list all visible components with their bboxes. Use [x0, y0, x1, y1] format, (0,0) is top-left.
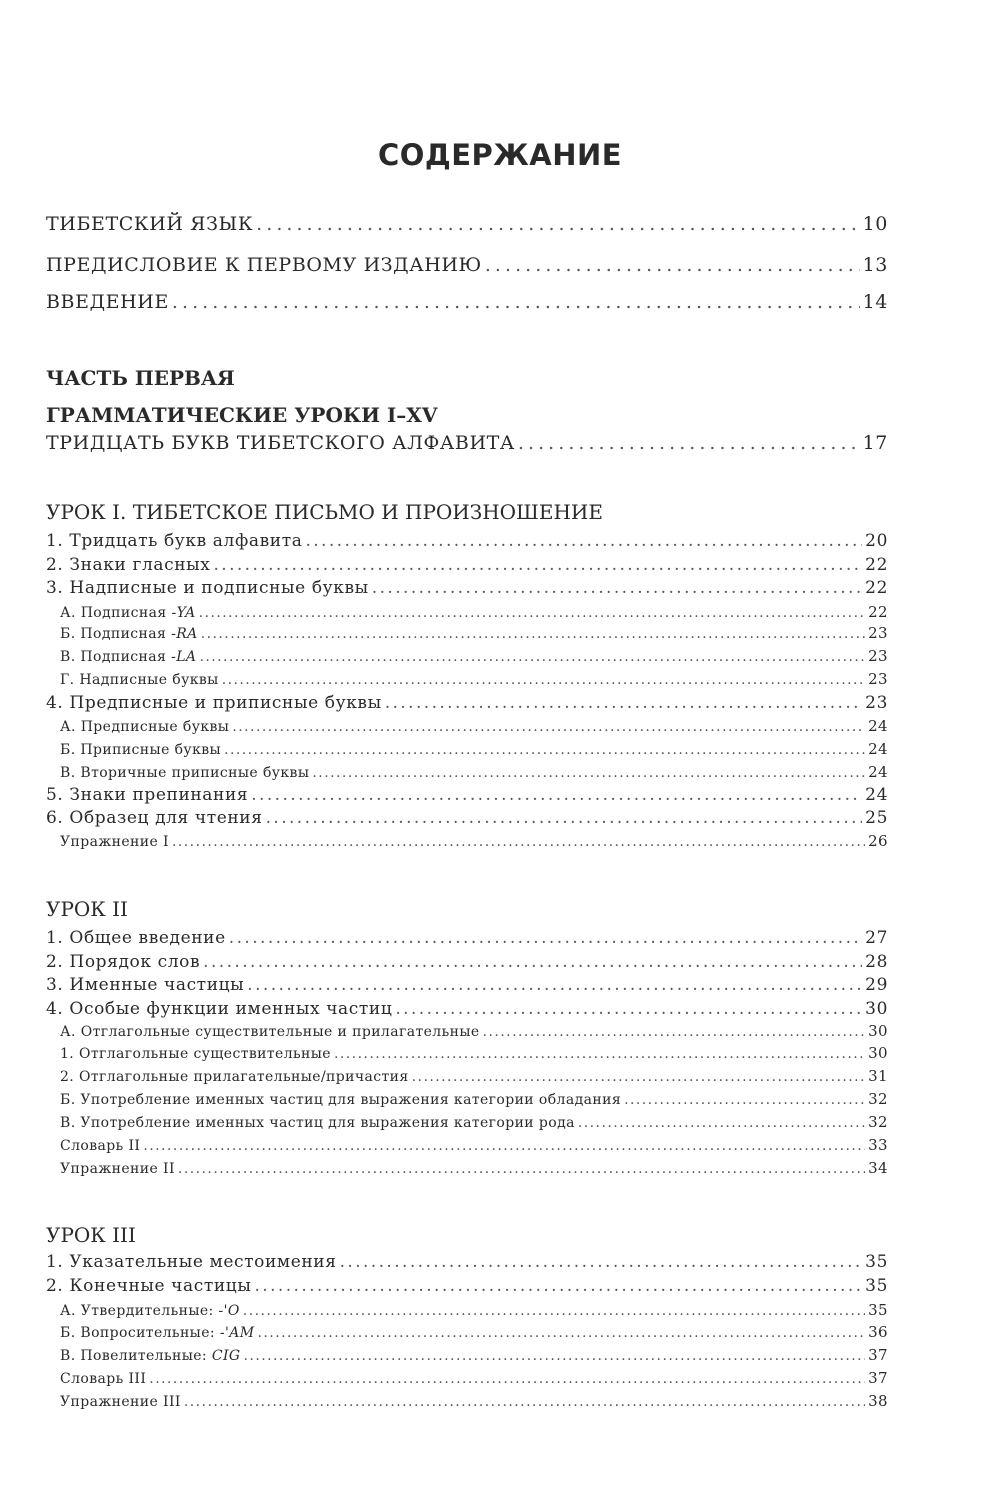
toc-entry[interactable]	[46, 1090, 888, 1108]
lesson-title: УРОК III	[46, 1223, 136, 1247]
toc-entry-introduction[interactable]	[46, 291, 888, 313]
toc-entry[interactable]	[46, 1044, 888, 1062]
toc-entry[interactable]	[46, 555, 888, 575]
toc-entry-page: 23	[868, 624, 888, 642]
toc-entry[interactable]	[46, 785, 888, 805]
toc-entry-italic-term: -YA	[171, 605, 196, 621]
toc-entry-page: 30	[868, 1022, 888, 1040]
toc-entry-page: 32	[868, 1113, 888, 1131]
toc-entry-page: 37	[868, 1369, 888, 1387]
toc-entry-page: 23	[865, 693, 888, 713]
dot-leader	[222, 672, 865, 688]
toc-entry[interactable]	[46, 832, 888, 850]
dot-leader	[172, 834, 865, 850]
toc-entry-page: 23	[868, 647, 888, 665]
part-subtitle: ГРАММАТИЧЕСКИЕ УРОКИ I–XV	[46, 403, 438, 427]
toc-entry-label: 4. Особые функции именных частиц	[46, 999, 393, 1019]
toc-entry-page: 23	[868, 670, 888, 688]
toc-entry-page: 35	[865, 1252, 888, 1272]
dot-leader	[256, 213, 859, 235]
toc-entry-italic-term: -'AM	[219, 1325, 255, 1341]
toc-entry-label: 3. Надписные и подписные буквы	[46, 578, 369, 598]
toc-entry-italic-term: CIG	[211, 1348, 241, 1364]
toc-entry-page: 35	[868, 1301, 888, 1319]
toc-entry-label: А. Подписная -YA	[60, 605, 196, 621]
toc-entry-label: ТИБЕТСКИЙ ЯЗЫК	[46, 213, 254, 235]
toc-entry[interactable]	[46, 763, 888, 781]
toc-entry-label: 2. Конечные частицы	[46, 1276, 252, 1296]
toc-entry-label: ВВЕДЕНИЕ	[46, 291, 169, 313]
toc-entry-alphabet[interactable]	[46, 432, 888, 454]
toc-entry[interactable]	[46, 624, 888, 642]
toc-entry[interactable]	[46, 740, 888, 758]
toc-entry-label: В. Вторичные приписные буквы	[60, 765, 310, 781]
toc-entry[interactable]	[46, 1323, 888, 1341]
toc-entry[interactable]	[46, 531, 888, 551]
toc-entry-page: 36	[868, 1323, 888, 1341]
dot-leader	[412, 1069, 865, 1085]
dot-leader	[483, 1024, 866, 1040]
toc-entry-label: Б. Вопросительные: -'AM	[60, 1325, 255, 1341]
dot-leader	[578, 1115, 865, 1131]
dot-leader	[518, 432, 860, 454]
toc-entry-label: Упражнение II	[60, 1161, 175, 1177]
lesson-title: УРОК II	[46, 897, 128, 921]
toc-entry-label: А. Предписные буквы	[60, 719, 230, 735]
toc-entry-page: 24	[868, 717, 888, 735]
toc-entry-label: Б. Подписная -RA	[60, 626, 198, 642]
toc-entry-label: Б. Употребление именных частиц для выражения категории обладания	[60, 1092, 622, 1108]
toc-entry-page: 10	[862, 213, 888, 235]
toc-entry-page: 37	[868, 1346, 888, 1364]
toc-entry-label: Словарь II	[60, 1138, 141, 1154]
dot-leader	[385, 693, 862, 713]
toc-entry-italic-term: -'O	[218, 1303, 240, 1319]
toc-entry-page: 24	[868, 763, 888, 781]
toc-entry-page: 13	[862, 254, 888, 276]
dot-leader	[199, 649, 865, 665]
dot-leader	[224, 742, 865, 758]
dot-leader	[254, 1276, 862, 1296]
page-title: СОДЕРЖАНИЕ	[377, 138, 623, 172]
toc-entry-label: 1. Отглагольные существительные	[60, 1046, 331, 1062]
toc-entry-label: А. Утвердительные: -'O	[60, 1303, 240, 1319]
toc-entry-page: 14	[862, 291, 888, 313]
dot-leader	[334, 1046, 865, 1062]
toc-entry-page: 26	[868, 832, 888, 850]
toc-entry-label: 1. Указательные местоимения	[46, 1252, 337, 1272]
dot-leader	[172, 291, 860, 313]
dot-leader	[312, 765, 865, 781]
toc-entry-label: 4. Предписные и приписные буквы	[46, 693, 382, 713]
toc-entry-label: 6. Образец для чтения	[46, 808, 263, 828]
toc-entry[interactable]	[46, 808, 888, 828]
toc-entry-label: Б. Приписные буквы	[60, 742, 222, 758]
dot-leader	[199, 605, 865, 621]
toc-entry-page: 35	[865, 1276, 888, 1296]
dot-leader	[340, 1252, 863, 1272]
dot-leader	[305, 531, 862, 551]
toc-entry-page: 30	[868, 1044, 888, 1062]
toc-entry[interactable]	[46, 952, 888, 972]
toc-entry-label: 1. Тридцать букв алфавита	[46, 531, 303, 551]
dot-leader	[243, 1303, 865, 1319]
toc-entry-label: ПРЕДИСЛОВИЕ К ПЕРВОМУ ИЗДАНИЮ	[46, 254, 482, 276]
dot-leader	[258, 1325, 866, 1341]
toc-entry[interactable]	[46, 1159, 888, 1177]
dot-leader	[395, 999, 862, 1019]
toc-entry[interactable]	[46, 1136, 888, 1154]
toc-entry-preface[interactable]	[46, 254, 888, 276]
toc-entry-label: 2. Отглагольные прилагательные/причастия	[60, 1069, 409, 1085]
lesson-title: УРОК I. ТИБЕТСКОЕ ПИСЬМО И ПРОИЗНОШЕНИЕ	[46, 500, 603, 524]
toc-entry-page: 34	[868, 1159, 888, 1177]
toc-entry[interactable]	[46, 647, 888, 665]
dot-leader	[149, 1371, 865, 1387]
toc-entry[interactable]	[46, 1346, 888, 1364]
dot-leader	[247, 975, 862, 995]
toc-entry-label: В. Повелительные: CIG	[60, 1348, 241, 1364]
dot-leader	[203, 952, 862, 972]
toc-entry-page: 24	[865, 785, 888, 805]
toc-entry-tibetan-language[interactable]	[46, 213, 888, 235]
toc-entry-page: 38	[868, 1392, 888, 1410]
toc-entry-label: Словарь III	[60, 1371, 147, 1387]
toc-entry[interactable]	[46, 603, 888, 621]
toc-entry[interactable]	[46, 1022, 888, 1040]
toc-entry[interactable]	[46, 717, 888, 735]
toc-entry-page: 30	[865, 999, 888, 1019]
dot-leader	[229, 928, 862, 948]
dot-leader	[244, 1348, 866, 1364]
toc-entry[interactable]	[46, 1276, 888, 1296]
toc-entry-label: 5. Знаки препинания	[46, 785, 249, 805]
toc-entry[interactable]	[46, 1252, 888, 1272]
dot-leader	[624, 1092, 865, 1108]
toc-entry-italic-term: -RA	[171, 626, 198, 642]
dot-leader	[184, 1394, 865, 1410]
toc-entry-page: 28	[865, 952, 888, 972]
toc-entry-page: 22	[868, 603, 888, 621]
toc-entry-label: 2. Порядок слов	[46, 952, 201, 972]
dot-leader	[251, 785, 862, 805]
toc-entry-label: Г. Надписные буквы	[60, 672, 219, 688]
toc-entry-page: 33	[868, 1136, 888, 1154]
dot-leader	[485, 254, 860, 276]
toc-entry[interactable]	[46, 1113, 888, 1131]
dot-leader	[372, 578, 862, 598]
toc-entry-label: А. Отглагольные существительные и прилагательные	[60, 1024, 480, 1040]
toc-entry-label: 1. Общее введение	[46, 928, 226, 948]
toc-entry[interactable]	[46, 693, 888, 713]
toc-entry-label: В. Употребление именных частиц для выражения категории рода	[60, 1115, 575, 1131]
toc-entry-page: 17	[862, 432, 888, 454]
toc-entry-label: Упражнение I	[60, 834, 169, 850]
toc-entry-label: 2. Знаки гласных	[46, 555, 211, 575]
toc-entry-page: 29	[865, 975, 888, 995]
toc-entry-label: Упражнение III	[60, 1394, 181, 1410]
toc-entry[interactable]	[46, 975, 888, 995]
toc-entry[interactable]	[46, 928, 888, 948]
dot-leader	[201, 626, 865, 642]
toc-entry-page: 25	[865, 808, 888, 828]
dot-leader	[213, 555, 862, 575]
dot-leader	[143, 1138, 865, 1154]
toc-entry-page: 32	[868, 1090, 888, 1108]
part-title: ЧАСТЬ ПЕРВАЯ	[46, 366, 235, 390]
toc-entry-page: 31	[868, 1067, 888, 1085]
toc-entry[interactable]	[46, 999, 888, 1019]
toc-entry[interactable]	[46, 670, 888, 688]
toc-entry-label: ТРИДЦАТЬ БУКВ ТИБЕТСКОГО АЛФАВИТА	[46, 432, 515, 454]
toc-entry-page: 22	[865, 578, 888, 598]
toc-entry[interactable]	[46, 578, 888, 598]
toc-entry[interactable]	[46, 1301, 888, 1319]
toc-entry-page: 24	[868, 740, 888, 758]
toc-entry-page: 20	[865, 531, 888, 551]
toc-entry-label: В. Подписная -LA	[60, 649, 197, 665]
toc-entry-italic-term: -LA	[171, 649, 197, 665]
dot-leader	[266, 808, 863, 828]
toc-entry-label: 3. Именные частицы	[46, 975, 245, 995]
dot-leader	[178, 1161, 865, 1177]
toc-entry[interactable]	[46, 1369, 888, 1387]
dot-leader	[232, 719, 865, 735]
toc-entry-page: 22	[865, 555, 888, 575]
toc-entry-page: 27	[865, 928, 888, 948]
toc-entry[interactable]	[46, 1067, 888, 1085]
toc-entry[interactable]	[46, 1392, 888, 1410]
